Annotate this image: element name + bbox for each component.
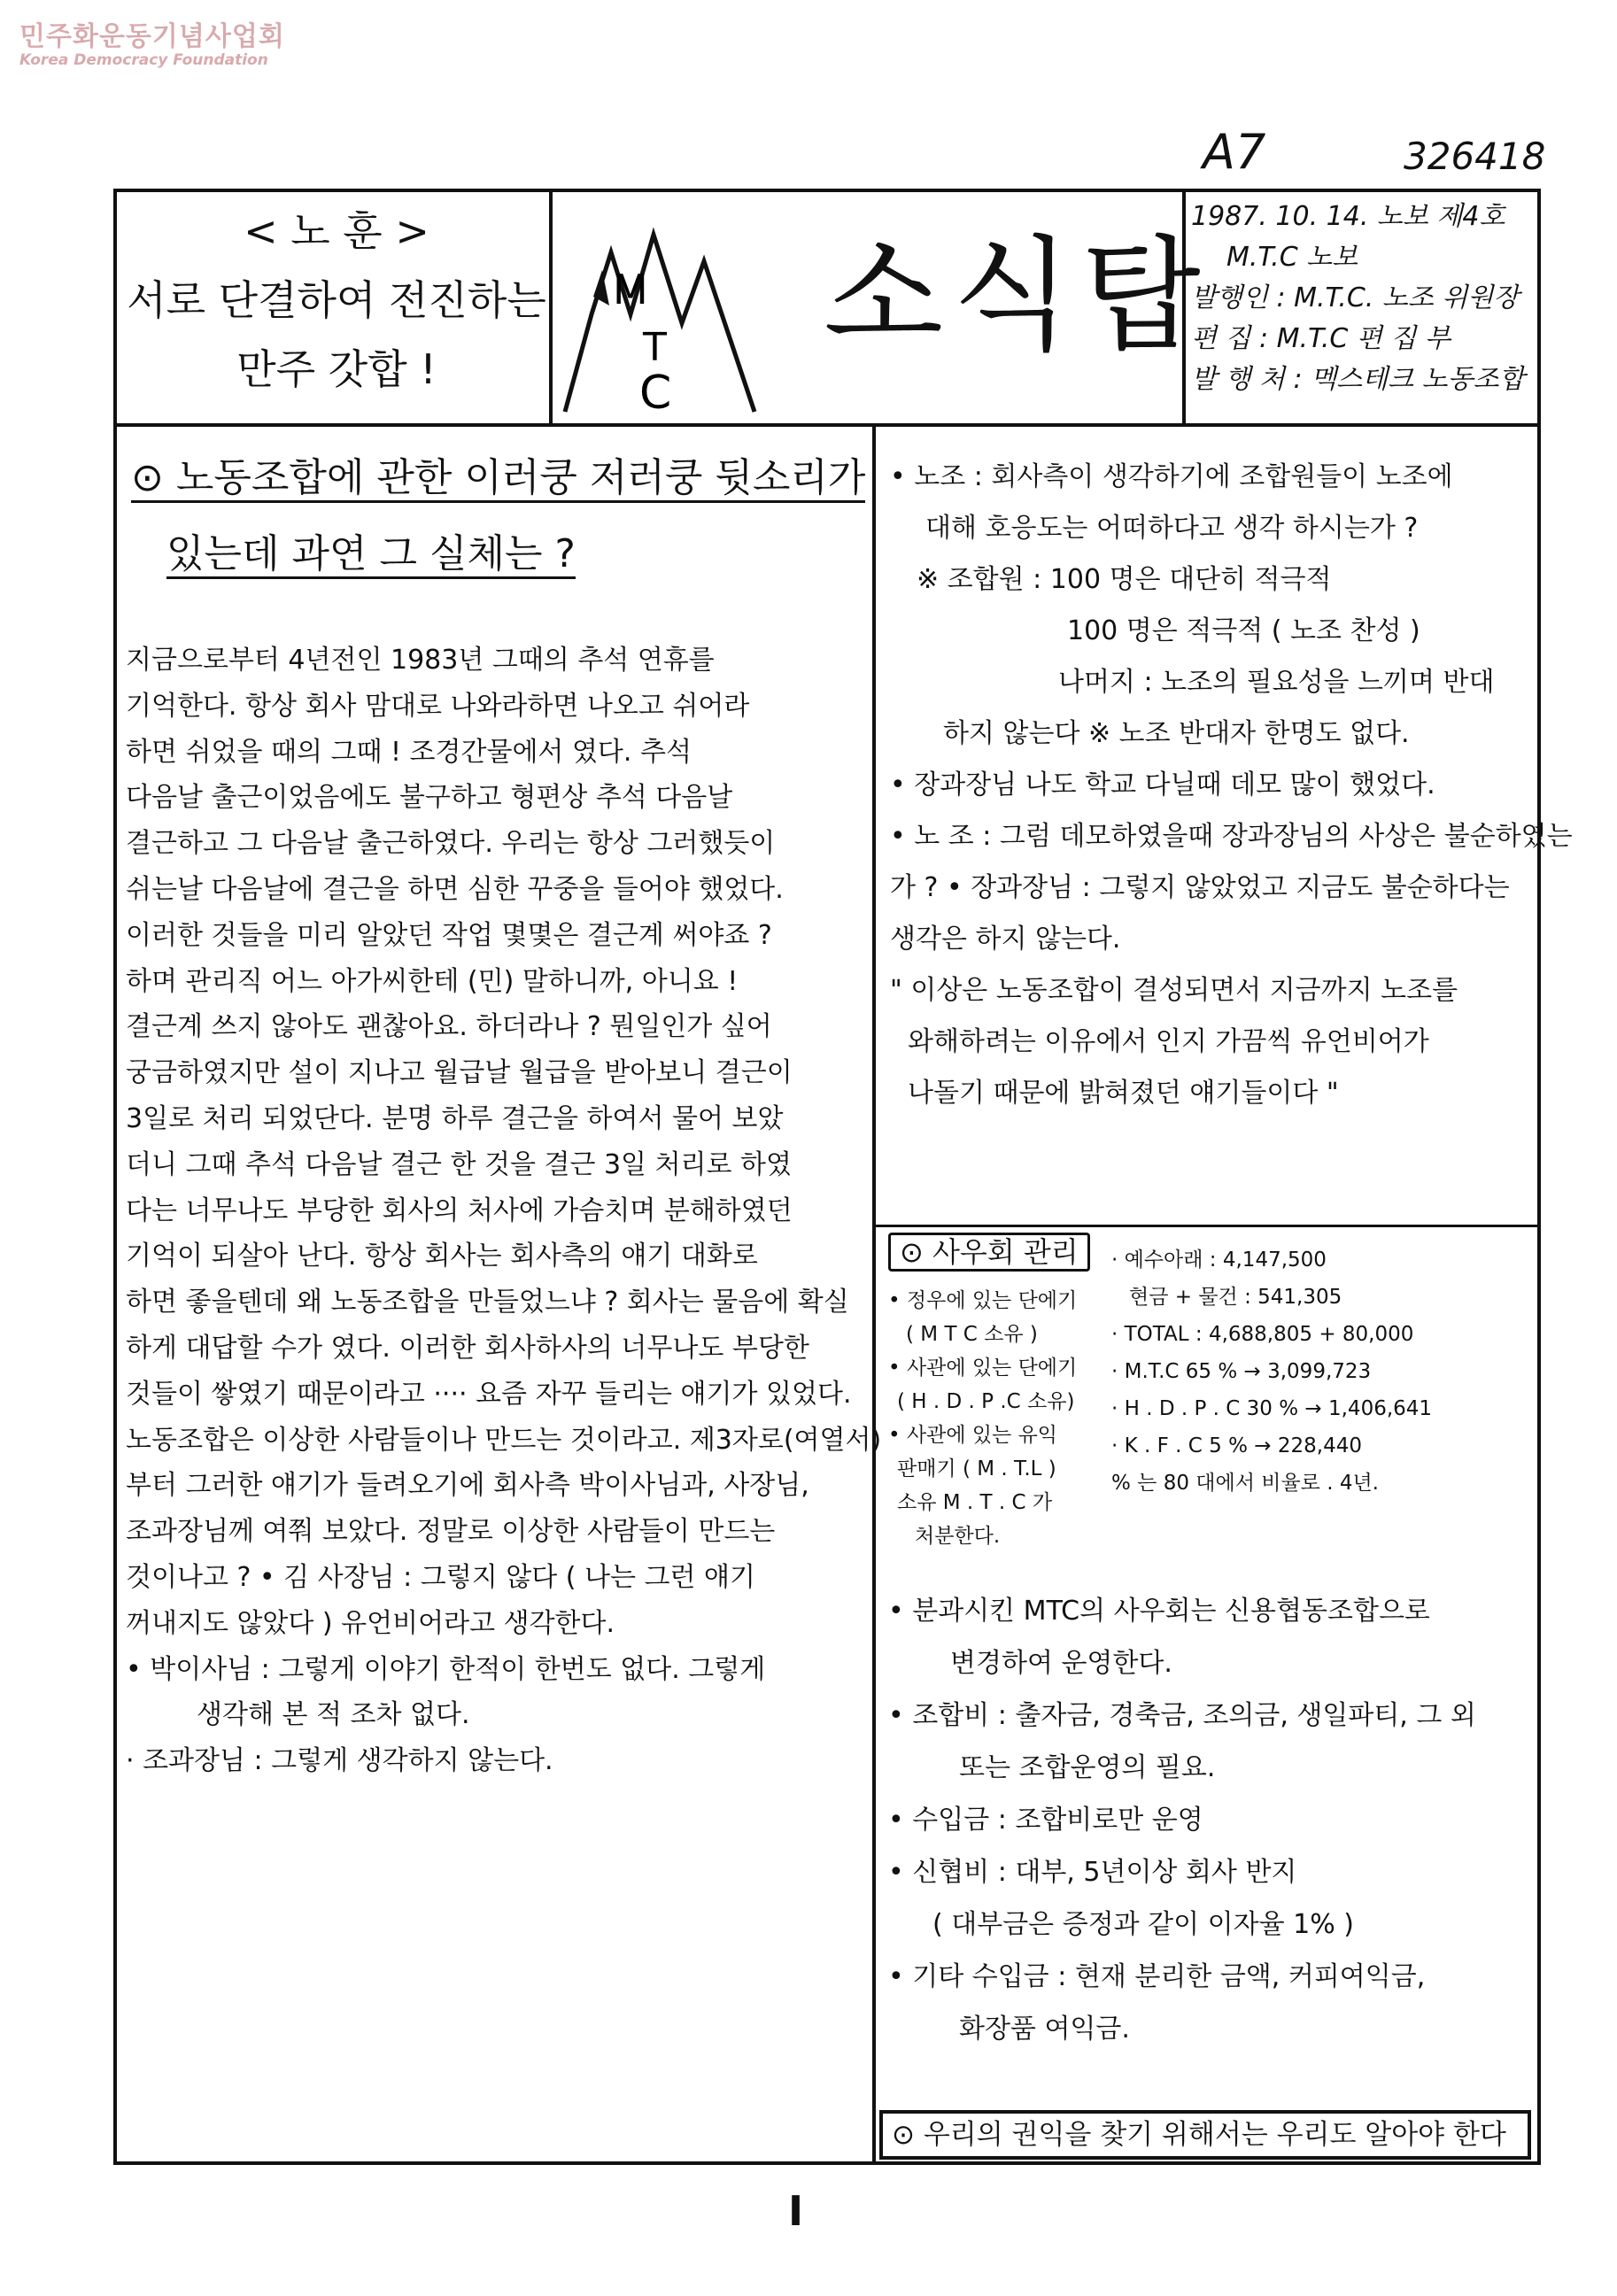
masthead-divider	[113, 423, 1541, 427]
logo-letter-t: T	[643, 325, 667, 370]
body-line: 지금으로부터 4년전인 1983년 그때의 추석 연휴를	[126, 645, 715, 676]
saucheo-right-list	[1111, 1241, 1536, 1502]
survey-section	[890, 452, 1573, 1119]
motto-line: 서로 단결하여 전진하는	[127, 276, 546, 324]
motto-block	[124, 197, 549, 404]
masthead-divider-left	[549, 189, 553, 426]
body-line: 쉬는날 다음날에 결근을 하면 심한 꾸중을 들어야 했었다.	[126, 873, 784, 905]
survey-line: 와해하려는 이유에서 인지 가끔씩 유언비어가	[908, 1026, 1429, 1057]
body-line: 결근계 쓰지 않아도 괜찮아요. 하더라나 ? 뭔일인가 싶어	[126, 1011, 772, 1043]
body-line: 노동조합은 이상한 사람들이나 만드는 것이라고. 제3자로(여열서)	[126, 1424, 882, 1456]
union-line: • 분과시킨 MTC의 사우회는 신용협동조합으로	[888, 1596, 1430, 1627]
body-line: 하면 쉬었을 때의 그때 ! 조경간물에서 였다. 추석	[126, 736, 692, 768]
saucheo-right-line: % 는 80 대에서 비율로 . 4년.	[1111, 1472, 1379, 1495]
survey-line: 가 ? • 장과장님 : 그렇지 않았었고 지금도 불순하다는	[890, 872, 1510, 903]
mountain-logo-icon	[558, 199, 762, 421]
body-line: 하게 대답할 수가 였다. 이러한 회사하사의 너무나도 부당한	[126, 1332, 809, 1364]
logo-letter-m: M	[613, 266, 648, 313]
mtc-logo	[558, 199, 762, 421]
article-body	[126, 638, 882, 1784]
body-line: 다는 너무나도 부당한 회사의 처사에 가슴치며 분해하였던	[126, 1194, 793, 1226]
saucheo-right-line: · TOTAL : 4,688,805 + 80,000	[1111, 1323, 1414, 1346]
saucheo-right-line: 현금 + 물건 : 541,305	[1129, 1286, 1342, 1309]
credit-union-section	[888, 1585, 1535, 2055]
saucheo-right-line: · 예수아래 : 4,147,500	[1111, 1248, 1327, 1272]
survey-line: 생각은 하지 않는다.	[890, 924, 1121, 955]
body-line: • 박이사님 : 그렇게 이야기 한적이 한번도 없다. 그렇게	[126, 1653, 766, 1685]
body-line: 부터 그러한 얘기가 들려오기에 회사측 박이사님과, 사장님,	[126, 1470, 809, 1502]
survey-line: ※ 조합원 : 100 명은 대단히 적극적	[917, 564, 1332, 595]
body-line: 생각해 본 적 조차 없다.	[197, 1699, 470, 1731]
archive-serial: 326418	[1404, 135, 1546, 178]
body-line: 하며 관리직 어느 아가씨한테 (민) 말하니까, 아니요 !	[126, 965, 739, 997]
watermark-org-english: Korea Democracy Foundation	[19, 51, 268, 69]
body-line: 더니 그때 추석 다음날 결근 한 것을 결근 3일 처리로 하였	[126, 1148, 793, 1180]
union-line: 화장품 여익금.	[959, 2014, 1130, 2045]
body-line: · 조과장님 : 그렇게 생각하지 않는다.	[126, 1745, 553, 1777]
union-line: • 신협비 : 대부, 5년이상 회사 반지	[888, 1857, 1297, 1888]
union-line: • 조합비 : 출자금, 경축금, 조의금, 생일파티, 그 외	[888, 1700, 1476, 1731]
union-line: • 기타 수입금 : 현재 분리한 금액, 커피여익금,	[888, 1961, 1426, 1992]
survey-line: • 노 조 : 그럼 데모하였을때 장과장님의 사상은 불순하였는	[890, 821, 1573, 852]
paper-name: M.T.C 노보	[1226, 242, 1358, 273]
survey-line: " 이상은 노동조합이 결성되면서 지금까지 노조를	[890, 975, 1458, 1006]
body-line: 하면 좋을텐데 왜 노동조합을 만들었느냐 ? 회사는 물음에 확실	[126, 1287, 849, 1318]
editor: 편 집 : M.T.C 편 집 부	[1191, 323, 1451, 354]
article-headline-2	[131, 519, 866, 590]
saucheo-left-line: • 사관에 있는 유익	[888, 1424, 1058, 1447]
union-line: 또는 조합운영의 필요.	[959, 1752, 1216, 1783]
headline-line-2: 있는데 과연 그 실체는 ?	[166, 531, 576, 579]
slogan-box	[879, 2110, 1531, 2160]
watermark-org-korean: 민주화운동기념사업회	[19, 21, 285, 52]
saucheo-right-line: · K . F . C 5 % → 228,440	[1111, 1434, 1362, 1457]
body-line: 꺼내지도 않았다 ) 유언비어라고 생각한다.	[126, 1607, 615, 1639]
issuer: 발 행 처 : 멕스테크 노동조합	[1191, 364, 1525, 395]
right-section-divider	[876, 1225, 1541, 1227]
motto-line: 만주 갓합 !	[236, 345, 437, 393]
body-line: 기억한다. 항상 회사 맘대로 나와라하면 나오고 쉬어라	[126, 690, 750, 722]
saucheo-left-line: 처분한다.	[915, 1525, 1001, 1548]
body-line: 결근하고 그 다음날 출근하였다. 우리는 항상 그러했듯이	[126, 828, 776, 860]
saucheo-heading-label: ⊙ 사우회 관리	[888, 1233, 1090, 1272]
saucheo-left-list	[888, 1284, 1101, 1553]
logo-letter-c: C	[639, 367, 672, 420]
issue-date: 1987. 10. 14. 노보 제4호	[1191, 201, 1505, 232]
survey-line: 100 명은 적극적 ( 노조 찬성 )	[1067, 615, 1420, 646]
publication-info	[1191, 197, 1536, 400]
body-line: 다음날 출근이었음에도 불구하고 형편상 추석 다음날	[126, 782, 733, 814]
archive-code: A7	[1203, 124, 1266, 180]
body-line: 3일로 처리 되었단다. 분명 하루 결근을 하여서 물어 보았	[126, 1102, 784, 1134]
saucheo-left-line: • 사관에 있는 단에기	[888, 1357, 1078, 1380]
saucheo-heading	[888, 1233, 1090, 1272]
survey-line: 하지 않는다 ※ 노조 반대자 한명도 없다.	[943, 718, 1410, 749]
saucheo-right-line: · M.T.C 65 % → 3,099,723	[1111, 1360, 1372, 1383]
publisher: 발행인 : M.T.C. 노조 위원장	[1191, 282, 1520, 313]
body-line: 것들이 쌓였기 때문이라고 ···· 요즘 자꾸 들리는 얘기가 있었다.	[126, 1378, 852, 1410]
slogan-text: ⊙ 우리의 권익을 찾기 위해서는 우리도 알아야 한다	[892, 2119, 1506, 2151]
left-article	[131, 443, 866, 590]
union-line: 변경하여 운영한다.	[950, 1648, 1172, 1679]
survey-line: • 노조 : 회사측이 생각하기에 조합원들이 노조에	[890, 461, 1453, 492]
body-line: 이러한 것들을 미리 알았던 작업 몇몇은 결근계 써야죠 ?	[126, 919, 772, 951]
saucheo-right-line: · H . D . P . C 30 % → 1,406,641	[1111, 1397, 1433, 1420]
motto-heading: < 노 훈 >	[244, 207, 429, 255]
saucheo-left-line: • 정우에 있는 단에기	[888, 1289, 1078, 1312]
body-line: 것이나고 ? • 김 사장님 : 그렇지 않다 ( 나는 그런 얘기	[126, 1561, 755, 1593]
saucheo-left-line: ( H . D . P .C 소유)	[897, 1390, 1075, 1413]
body-line: 궁금하였지만 설이 지나고 월급날 월급을 받아보니 결근이	[126, 1057, 793, 1089]
union-line: • 수입금 : 조합비로만 운영	[888, 1805, 1203, 1836]
newsletter-title: 소식탑	[824, 224, 1210, 368]
saucheo-left-line: ( M T C 소유 )	[906, 1323, 1038, 1346]
body-line: 기억이 되살아 난다. 항상 회사는 회사측의 얘기 대화로	[126, 1241, 758, 1272]
survey-line: 나돌기 때문에 밝혀졌던 얘기들이다 "	[908, 1078, 1339, 1109]
union-line: ( 대부금은 증정과 같이 이자율 1% )	[932, 1909, 1354, 1940]
article-headline	[131, 443, 866, 514]
survey-line: • 장과장님 나도 학교 다닐때 데모 많이 했었다.	[890, 769, 1435, 800]
saucheo-left-line: 판매기 ( M . T.L )	[897, 1457, 1056, 1480]
survey-line: 나머지 : 노조의 필요성을 느끼며 반대	[1058, 667, 1495, 698]
survey-line: 대해 호응도는 어떠하다고 생각 하시는가 ?	[925, 513, 1419, 544]
body-line: 조과장님께 여쭤 보았다. 정말로 이상한 사람들이 만드는	[126, 1516, 776, 1548]
headline-line-1: ⊙ 노동조합에 관한 이러쿵 저러쿵 뒷소리가	[131, 455, 865, 503]
saucheo-left-line: 소유 M . T . C 가	[897, 1491, 1053, 1514]
page-number: I	[788, 2187, 804, 2235]
